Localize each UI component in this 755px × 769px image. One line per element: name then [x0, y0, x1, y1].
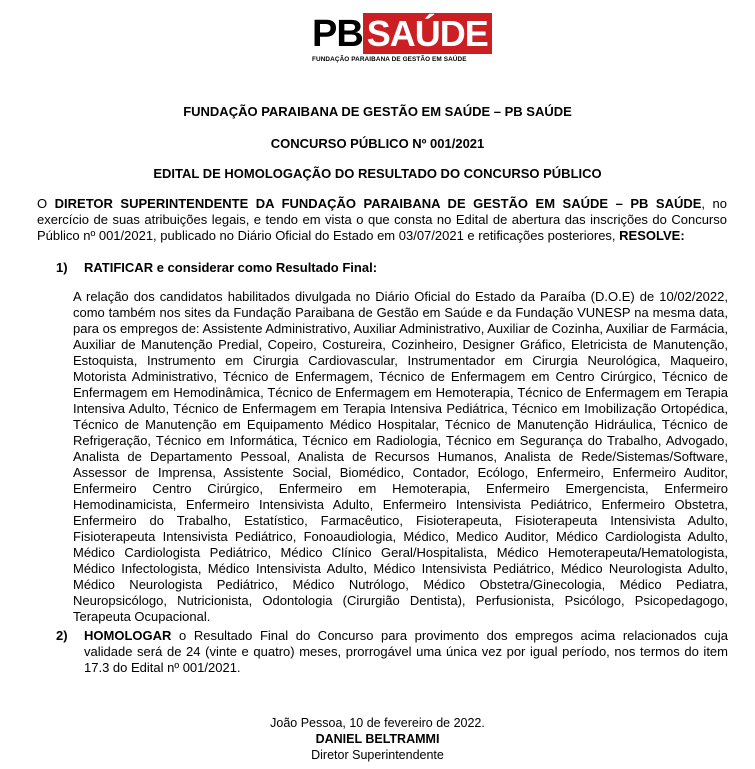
intro-paragraph — [37, 196, 727, 244]
logo-saude-text: SAÚDE — [363, 13, 492, 54]
logo-wordmark — [312, 13, 488, 55]
item-2-number: 2) — [56, 628, 68, 643]
intro-text: , no exercício de suas atribuições legais, e tendo em vista o que consta no Edital de abertura das inscrições do Concurso Público nº 001/2021, publicado no Diário Oficial do Estado em 03/07/2021 e retificações posteriores, — [37, 196, 728, 243]
logo-tagline: FUNDAÇÃO PARAIBANA DE GESTÃO EM SAÚDE — [312, 56, 467, 63]
edital-heading: EDITAL DE HOMOLOGAÇÃO DO RESULTADO DO CONCURSO PÚBLICO — [153, 166, 602, 181]
item-2-rest: o Resultado Final do Concurso para provimento dos empregos acima relacionados cuja validade será de 24 (vinte e quatro) meses, prorrogável uma única vez por igual período, nos termos do item 17.3 do Edital nº 001/2021. — [84, 628, 728, 675]
item-1-heading: RATIFICAR e considerar como Resultado Final: — [84, 260, 378, 275]
item-2-bold: HOMOLOGAR — [84, 628, 172, 643]
concurso-heading: CONCURSO PÚBLICO Nº 001/2021 — [270, 136, 485, 151]
signature-place-date: João Pessoa, 10 de fevereiro de 2022. — [270, 716, 485, 730]
pb-saude-logo — [312, 13, 488, 63]
signature-name: DANIEL BELTRAMMI — [315, 732, 440, 746]
org-heading: FUNDAÇÃO PARAIBANA DE GESTÃO EM SAÚDE – PB SAÚDE — [183, 104, 572, 119]
intro-resolve: RESOLVE: — [619, 228, 685, 243]
logo-pb-text: PB — [312, 13, 363, 55]
intro-prefix: O — [37, 196, 55, 211]
item-1-number: 1) — [56, 260, 68, 275]
item-1-heading-row — [56, 260, 728, 276]
item-2 — [56, 628, 728, 676]
item-2-text — [84, 628, 728, 676]
intro-bold-title: DIRETOR SUPERINTENDENTE DA FUNDAÇÃO PARAIBANA DE GESTÃO EM SAÚDE – PB SAÚDE — [54, 196, 702, 211]
item-1-body: A relação dos candidatos habilitados divulgada no Diário Oficial do Estado da Paraíba (D.O.E) de 10/02/2022, como também nos sites da Fundação Paraibana de Gestão em Saúde e da Fundação VUNESP na mesma data, para os empregos de: Assistente Administrativo, Auxiliar Administrativo, Auxiliar de Cozinha, Auxiliar de Farmácia, Auxiliar de Manutenção Predial, Copeiro, Costureira, Cozinheiro, Designer Gráfico, Eletricista de Manutenção, Estoquista, Instrumento em Cirurgia Cardiovascular, Instrumentador em Cirurgia Neurológica, Maqueiro, Motorista Administrativo, Técnico de Enfermagem, Técnico de Enfermagem em Centro Cirúrgico, Técnico de Enfermagem em Hemodinâmica, Técnico de Enfermagem em Hemoterapia, Técnico de Enfermagem em Terapia Intensiva Adulto, Técnico de Enfermagem em Terapia Intensiva Pediátrica, Técnico em Imobilização Ortopédica, Técnico de Manutenção em Equipamento Médico Hospitalar, Técnico de Manutenção Hidráulica, Técnico de Refrigeração, Técnico em Informática, Técnico em Radiologia, Técnico em Segurança do Trabalho, Advogado, Analista de Departamento Pessoal, Analista de Recursos Humanos, Analista de Rede/Sistemas/Software, Assessor de Imprensa, Assistente Social, Biomédico, Contador, Ecólogo, Enfermeiro, Enfermeiro Auditor, Enfermeiro Centro Cirúrgico, Enfermeiro em Hemoterapia, Enfermeiro Emergencista, Enfermeiro Hemodinamicista, Enfermeiro Intensivista Adulto, Enfermeiro Intensivista Pediátrico, Enfermeiro Obstetra, Enfermeiro do Trabalho, Estatístico, Farmacêutico, Fisioterapeuta, Fisioterapeuta Intensivista Adulto, Fisioterapeuta Intensivista Pediátrico, Fonoaudiologia, Médico, Medico Auditor, Médico Cardiologista Adulto, Médico Cardiologista Pediátrico, Médico Clínico Geral/Hospitalista, Médico Hemoterapeuta/Hematologista, Médico Infectologista, Médico Intensivista Adulto, Médico Intensivista Pediátrico, Médico Neurologista Adulto, Médico Neurologista Pediátrico, Médico Nutrólogo, Médico Obstetra/Ginecologia, Médico Pediatra, Neuropsicólogo, Nutricionista, Odontologia (Cirurgião Dentista), Perfusionista, Psicólogo, Psicopedagogo, Terapeuta Ocupacional. — [73, 289, 728, 624]
signature-role: Diretor Superintendente — [311, 748, 444, 762]
